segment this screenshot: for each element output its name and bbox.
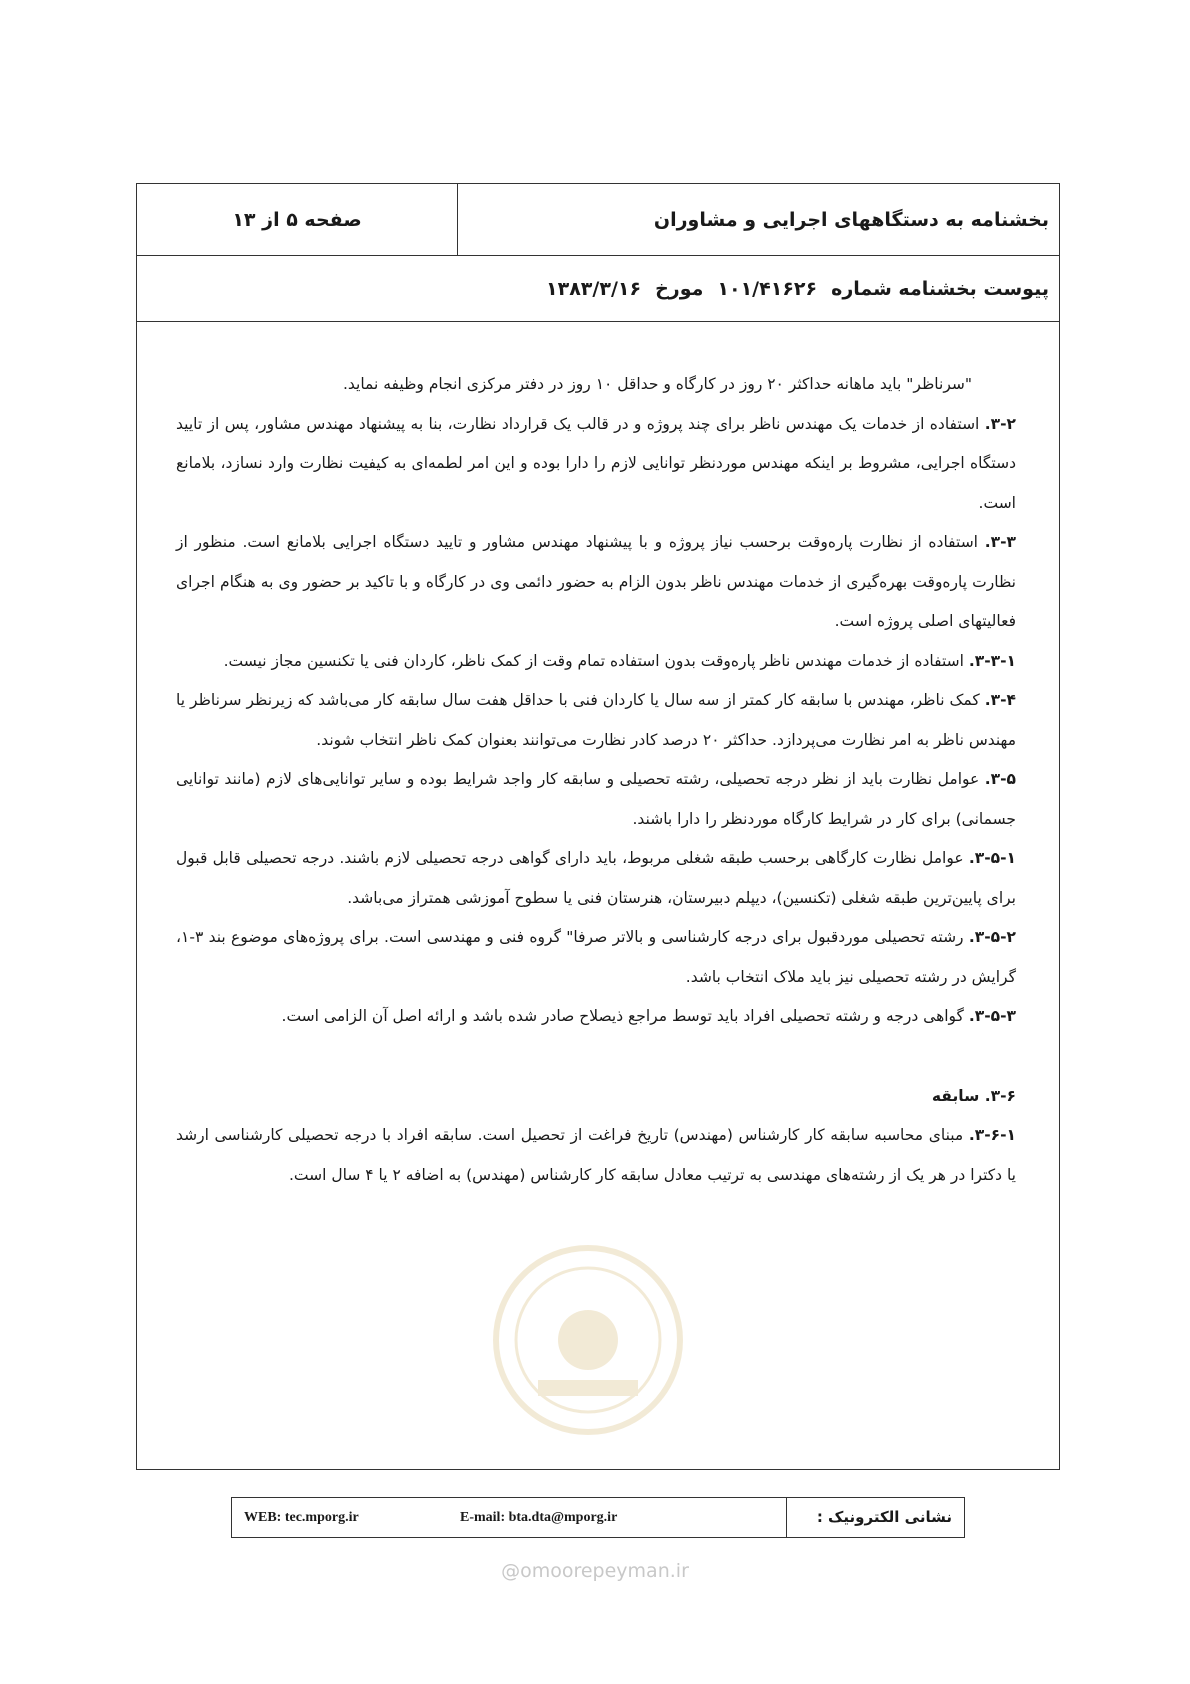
paragraph: ۳-۵. عوامل نظارت باید از نظر درجه تحصیلی، رشته تحصیلی و سابقه کار واجد شرایط بوده و سایر توانایی‌های لازم (مانند توانایی جسمانی) برای کار در شرایط کارگاه موردنظر را دارا باشند.: [176, 770, 1016, 828]
attachment-label: پیوست بخشنامه شماره: [831, 278, 1049, 300]
date-label: مورخ: [655, 278, 704, 300]
attachment-row: [137, 256, 1059, 322]
section-heading: ۳-۶. سابقه: [931, 1086, 1016, 1105]
seal-stamp-icon: [478, 1240, 698, 1440]
paragraph: "سرناظر" باید ماهانه حداکثر ۲۰ روز در کارگاه و حداقل ۱۰ روز در دفتر مرکزی انجام وظیفه نماید.: [342, 375, 972, 393]
footer-label: نشانی الکترونیک :: [816, 1508, 952, 1526]
paragraph: ۳-۳. استفاده از نظارت پاره‌وقت برحسب نیاز پروژه و با پیشنهاد مهندس مشاور و تایید دستگاه اجرایی بلامانع است. منظور از نظارت پاره‌وقت بهره‌گیری از خدمات مهندس ناظر بدون الزام به حضور دائمی وی در کارگاه و با تاکید بر حضور وی به هنگام اجرای فعالیتهای اصلی پروژه است.: [176, 533, 1016, 630]
watermark: @omoorepeyman.ir: [501, 1560, 689, 1582]
attachment-number: ۱۰۱/۴۱۶۲۶: [717, 278, 818, 300]
paragraph: ۳-۵-۳. گواهی درجه و رشته تحصیلی افراد باید توسط مراجع ذیصلاح صادر شده باشد و ارائه اصل آن الزامی است.: [281, 1007, 1016, 1025]
paragraph: ۳-۵-۱. عوامل نظارت کارگاهی برحسب طبقه شغلی مربوط، باید دارای گواهی درجه تحصیلی لازم باشند. درجه تحصیلی قابل قبول برای پایین‌ترین طبقه شغلی (تکنسین)، دیپلم دبیرستان، هنرستان فنی یا سطوح آموزشی همتراز می‌باشد.: [176, 849, 1016, 907]
paragraph: ۳-۶-۱. مبنای محاسبه سابقه کار کارشناس (مهندس) تاریخ فراغت از تحصیل است. سابقه افراد با درجه تحصیلی کارشناسی ارشد یا دکترا در هر یک از رشته‌های مهندسی به ترتیب معادل سابقه کار کارشناس (مهندس) به اضافه ۲ یا ۴ سال است.: [176, 1126, 1016, 1184]
paragraph: ۳-۳-۱. استفاده از خدمات مهندس ناظر پاره‌وقت بدون استفاده تمام وقت از کمک ناظر، کاردان فنی یا تکنسین مجاز نیست.: [223, 651, 1016, 670]
footer-divider: [786, 1498, 787, 1537]
body-content: [176, 365, 1016, 1195]
attachment-date: ۱۳۸۳/۳/۱۶: [546, 278, 642, 300]
paragraph: ۳-۲. استفاده از خدمات یک مهندس ناظر برای چند پروژه و در قالب یک قرارداد نظارت، بنا به پیشنهاد مهندس مشاور، پس از تایید دستگاه اجرایی، مشروط بر اینکه مهندس موردنظر توانایی لازم را دارا بوده و این امر لطمه‌ای به کیفیت نظارت وارد نسازد، بلامانع است.: [176, 414, 1016, 512]
attachment-info: [532, 256, 1049, 322]
footer-contact: [231, 1497, 965, 1538]
email-link[interactable]: E-mail: bta.dta@mporg.ir: [460, 1510, 618, 1525]
paragraph: ۳-۵-۲. رشته تحصیلی موردقبول برای درجه کارشناسی و بالاتر صرفا" گروه فنی و مهندسی است. برای پروژه‌های موضوع بند ۳-۱، گرایش در رشته تحصیلی نیز باید ملاک انتخاب باشد.: [176, 928, 1016, 986]
paragraph: ۳-۴. کمک ناظر، مهندس با سابقه کار کمتر از سه سال یا کاردان فنی با حداقل هفت سال سابقه کار می‌باشد که زیرنظر سرناظر یا مهندس ناظر به امر نظارت می‌پردازد. حداکثر ۲۰ درصد کادر نظارت می‌توانند بعنوان کمک ناظر انتخاب شوند.: [176, 691, 1016, 749]
header-row: [137, 184, 1059, 256]
document-title: بخشنامه به دستگاههای اجرایی و مشاوران: [653, 209, 1049, 231]
page-indicator: صفحه ۵ از ۱۳: [232, 209, 362, 231]
header-divider: [457, 184, 458, 256]
web-link[interactable]: WEB: tec.mporg.ir: [244, 1510, 359, 1525]
